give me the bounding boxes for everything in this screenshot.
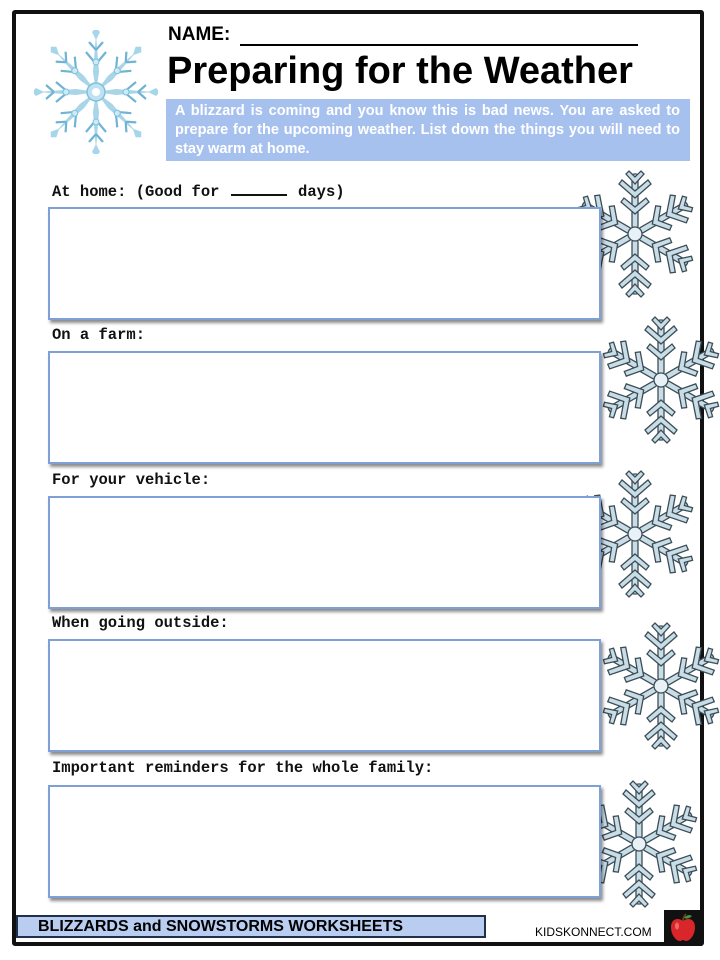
section-label-going-outside: When going outside: xyxy=(52,614,229,632)
name-input-line[interactable] xyxy=(240,44,638,46)
answer-box-on-a-farm[interactable] xyxy=(48,351,601,464)
logo-box xyxy=(664,910,702,946)
section-label-text: days) xyxy=(288,183,345,201)
snowflake-icon xyxy=(598,312,720,448)
snowflake-icon xyxy=(598,618,720,754)
section-label-vehicle: For your vehicle: xyxy=(52,471,211,489)
section-label-at-home xyxy=(52,182,345,201)
name-label: NAME: xyxy=(168,24,231,45)
site-name: KIDSKONNECT.COM xyxy=(535,925,652,939)
answer-box-reminders[interactable] xyxy=(48,785,601,898)
answer-box-vehicle[interactable] xyxy=(48,496,601,609)
apple-icon xyxy=(664,910,702,946)
answer-box-going-outside[interactable] xyxy=(48,639,601,752)
section-label-text: At home: (Good for xyxy=(52,183,229,201)
page-title: Preparing for the Weather xyxy=(167,50,633,92)
section-label-on-a-farm: On a farm: xyxy=(52,326,146,344)
snowflake-icon xyxy=(34,30,158,154)
intro-text: A blizzard is coming and you know this is bad news. You are asked to prepare for the upcoming weather. List down the things you will need to stay warm at home. xyxy=(166,99,690,161)
days-blank[interactable] xyxy=(231,182,287,196)
answer-box-at-home[interactable] xyxy=(48,207,601,320)
footer-banner: BLIZZARDS and SNOWSTORMS WORKSHEETS xyxy=(16,915,486,938)
section-label-reminders: Important reminders for the whole family: xyxy=(52,759,434,777)
